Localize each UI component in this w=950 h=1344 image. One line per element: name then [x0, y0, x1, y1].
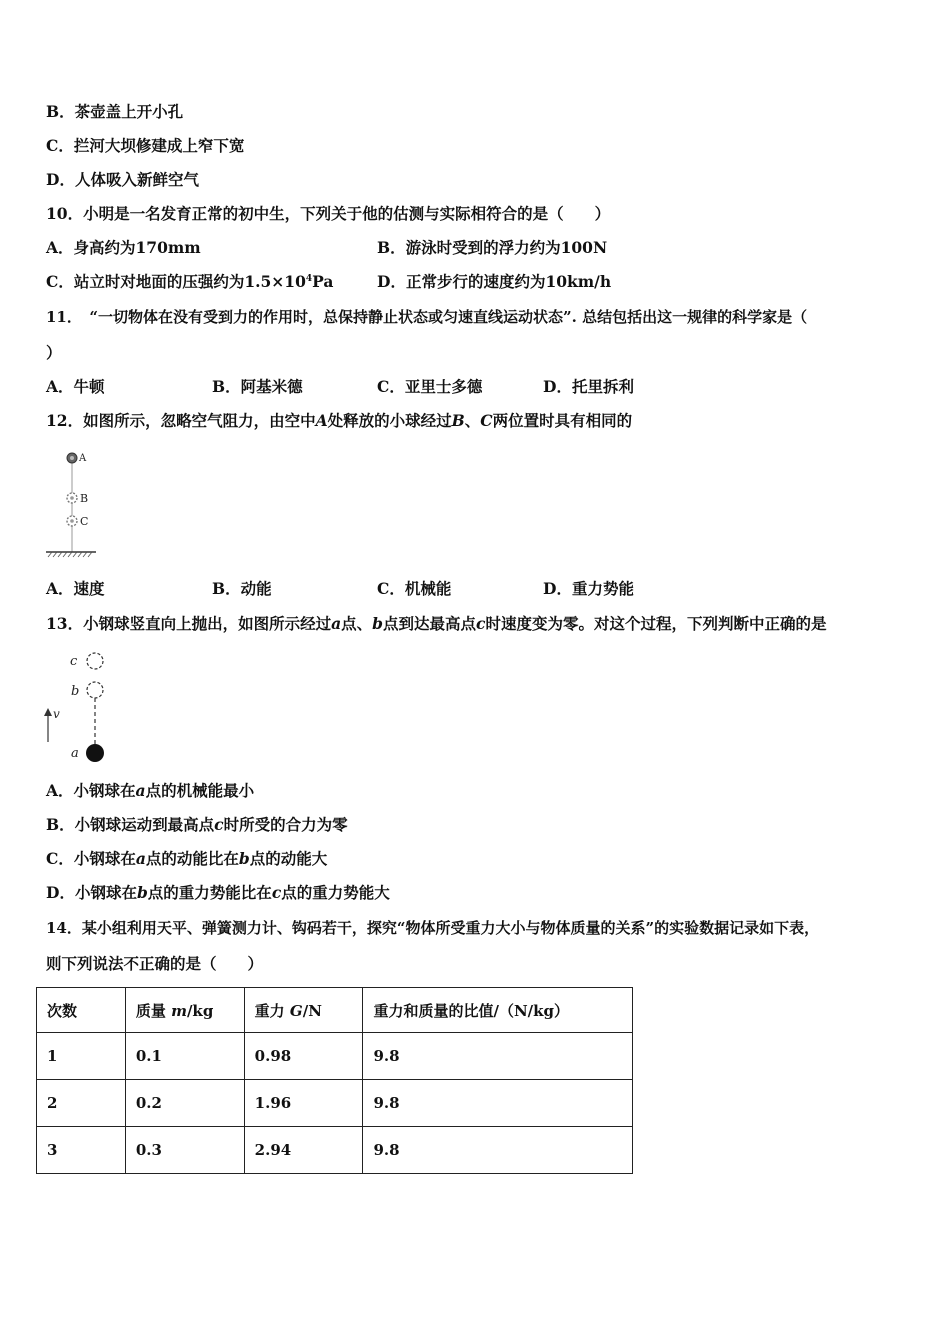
- q11-option-c: C．亚里士多德: [377, 377, 483, 396]
- q10-option-b: B．游泳时受到的浮力约为100N: [377, 238, 608, 257]
- q12-option-c: C．机械能: [377, 579, 452, 598]
- table-header-row: [37, 988, 633, 1033]
- q9-option-d: D．人体吸入新鲜空气: [46, 170, 199, 189]
- q14-data-table: [36, 987, 633, 1174]
- table-cell: 9.8: [363, 1127, 633, 1174]
- q13-option-a: A．小钢球在a点的机械能最小: [46, 781, 255, 800]
- q13-ball-c: [87, 653, 103, 669]
- q13-label-c: c: [70, 654, 78, 669]
- header-count: 次数: [37, 988, 126, 1033]
- table-cell: 9.8: [363, 1033, 633, 1080]
- header-ratio: 重力和质量的比值/（N/kg）: [363, 988, 633, 1033]
- q14-stem-line1: 14．某小组利用天平、弹簧测力计、钩码若干，探究“物体所受重力大小与物体质量的关系”的实验数据记录如下表，: [46, 919, 820, 937]
- q13-option-b: B．小钢球运动到最高点c时所受的合力为零: [46, 815, 348, 834]
- q12-falling-ball-figure: [44, 448, 104, 564]
- table-row: [37, 1080, 633, 1127]
- q12-label-c: C: [80, 515, 89, 528]
- table-cell: 9.8: [363, 1080, 633, 1127]
- q9-option-c: C．拦河大坝修建成上窄下宽: [46, 136, 245, 155]
- table-cell: 2.94: [244, 1127, 363, 1174]
- q11-stem-line2: ）: [46, 343, 62, 362]
- table-cell: 1.96: [244, 1080, 363, 1127]
- q13-option-c: C．小钢球在a点的动能比在b点的动能大: [46, 849, 328, 868]
- q10-option-c: C．站立时对地面的压强约为$1.5\times 10^4Pa$: [46, 272, 334, 291]
- q12-option-b: B．动能: [212, 579, 272, 598]
- table-cell: 0.1: [125, 1033, 244, 1080]
- table-cell: 0.3: [125, 1127, 244, 1174]
- q13-option-d: D．小钢球在b点的重力势能比在c点的重力势能大: [46, 883, 390, 902]
- q10-option-a: A．身高约为170mm: [46, 238, 201, 257]
- table-row: [37, 1127, 633, 1174]
- q9-option-b: B．茶壶盖上开小孔: [46, 102, 184, 121]
- q11-option-d: D．托里拆利: [543, 377, 634, 396]
- table-cell: 3: [37, 1127, 126, 1174]
- q13-ball-a: [86, 744, 104, 762]
- q12-option-d: D．重力势能: [543, 579, 634, 598]
- q10-option-d: D．正常步行的速度约为10km/h: [377, 272, 612, 291]
- q14-stem-line2: 则下列说法不正确的是（ ）: [46, 954, 264, 973]
- table-row: [37, 1033, 633, 1080]
- table-cell: 2: [37, 1080, 126, 1127]
- header-mass: 质量 m/kg: [125, 988, 244, 1033]
- q12-stem: 12．如图所示，忽略空气阻力，由空中A处释放的小球经过B、C两位置时具有相同的: [46, 411, 633, 430]
- q13-label-b: b: [71, 684, 80, 699]
- q11-option-b: B．阿基米德: [212, 377, 303, 396]
- table-cell: 0.98: [244, 1033, 363, 1080]
- q13-label-a: a: [71, 746, 79, 761]
- q12-ball-c-center: [70, 519, 74, 523]
- q13-label-v: v: [53, 707, 60, 721]
- q11-option-a: A．牛顿: [46, 377, 105, 396]
- q11-stem-line1: 11． “一切物体在没有受到力的作用时，总保持静止状态或匀速直线运动状态”. 总结包括出这一规律的科学家是（: [46, 308, 808, 326]
- q12-option-a: A．速度: [46, 579, 105, 598]
- header-gravity: 重力 G/N: [244, 988, 363, 1033]
- q12-ball-b-center: [70, 496, 74, 500]
- q12-label-a: A: [79, 453, 87, 464]
- q13-ball-b: [87, 682, 103, 698]
- table-cell: 1: [37, 1033, 126, 1080]
- q10-stem: 10．小明是一名发育正常的初中生，下列关于他的估测与实际相符合的是（ ）: [46, 204, 611, 223]
- q12-ball-a-highlight: [70, 456, 74, 460]
- q13-velocity-arrow-head: [44, 708, 52, 716]
- q13-thrown-ball-figure: [40, 648, 120, 768]
- table-cell: 0.2: [125, 1080, 244, 1127]
- q13-stem: 13．小钢球竖直向上抛出，如图所示经过a点、b点到达最高点c时速度变为零。对这个过程，下列判断中正确的是: [46, 614, 827, 633]
- q12-label-b: B: [80, 492, 89, 505]
